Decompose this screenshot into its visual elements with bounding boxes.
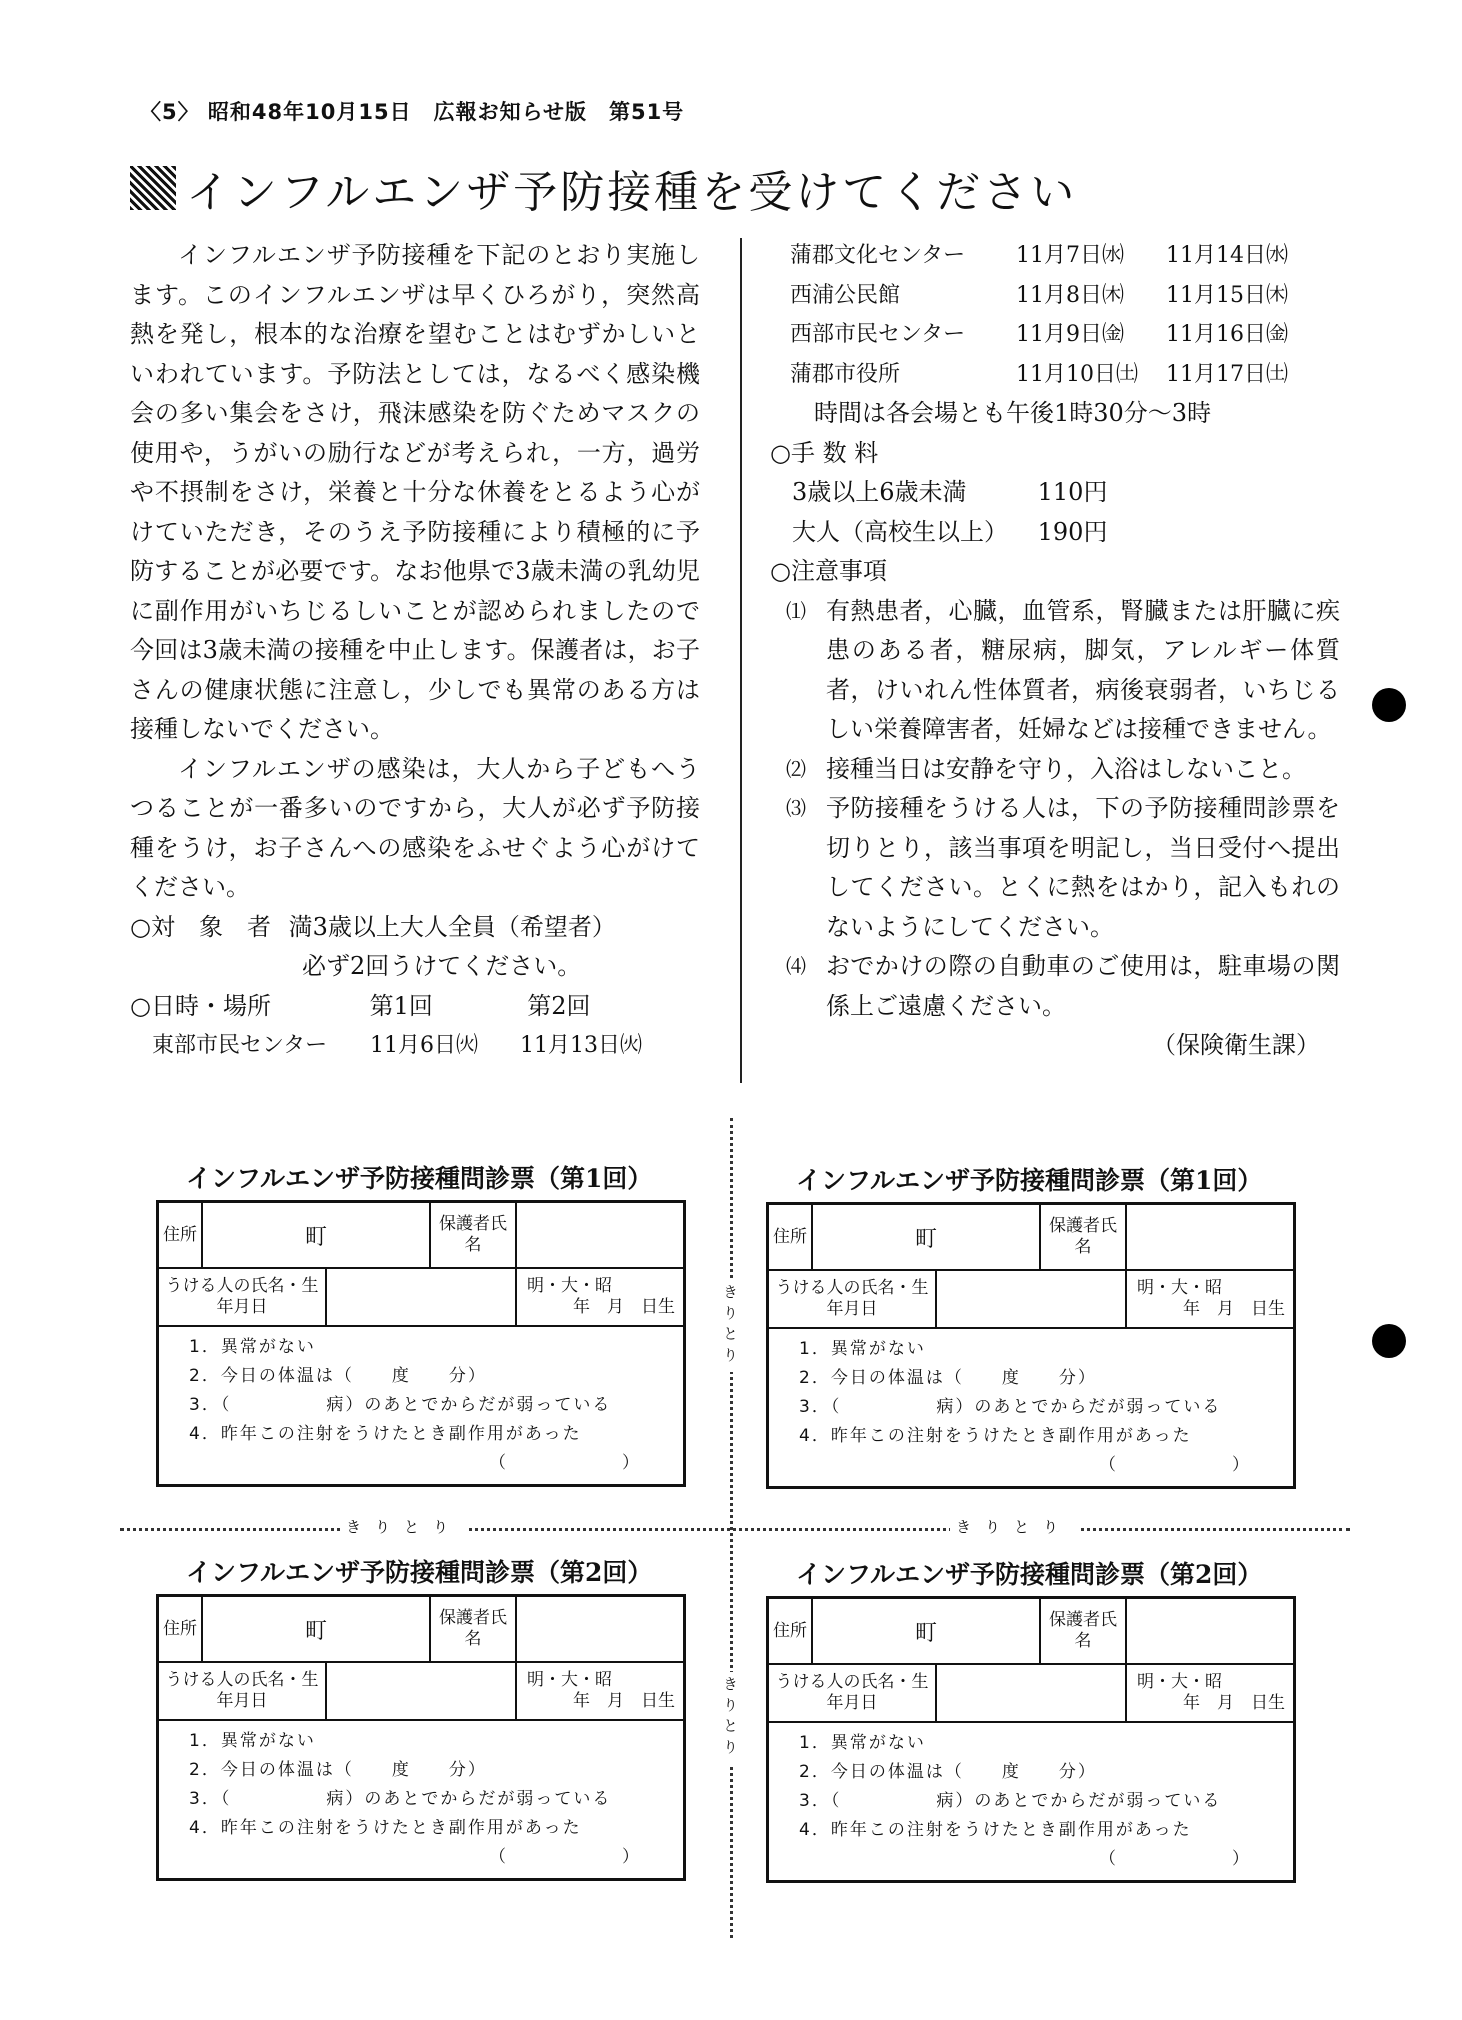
question-item[interactable]: 4．昨年この注射をうけたとき副作用があった	[799, 1426, 1192, 1446]
guardian-label: 保護者氏名	[431, 1597, 517, 1661]
question-item[interactable]: 1．異常がない	[799, 1339, 926, 1359]
target-value: 満3歳以上大人全員（希望者）	[288, 912, 616, 941]
coupon-table	[766, 1596, 1296, 1883]
question-item[interactable]: 2．今日の体温は（ 度 分）	[189, 1366, 487, 1386]
address-town-field[interactable]: 町	[203, 1203, 431, 1267]
question-list	[769, 1723, 1293, 1880]
schedule-row	[770, 315, 1340, 355]
caution-text: 有熱患者，心臓，血管系，腎臓または肝臓に疾患のある者，糖尿病，脚気，アレルギー体質者，けいれん性体質者，病後衰弱者，いちじるしい栄養障害者，妊婦などは接種できません。	[826, 596, 1340, 743]
schedule-row	[770, 355, 1340, 395]
second-paragraph: インフルエンザの感染は，大人から子どもへうつることが一番多いのですから，大人が必ず予防接種をうけ，お子さんへの感染をふせぐよう心がけてください。	[130, 754, 700, 901]
question-item[interactable]: 4．昨年この注射をうけたとき副作用があった	[189, 1818, 582, 1838]
question-item[interactable]: 3．（ 病）のあとでからだが弱っている	[799, 1397, 1222, 1417]
schedule-first: 11月8日㈭	[1016, 282, 1124, 308]
punch-hole-icon	[1372, 688, 1406, 722]
caution-number: ⑶	[786, 796, 806, 820]
side-effect-field[interactable]: （ ）	[1099, 1849, 1251, 1869]
target-label: ○対 象 者	[130, 912, 271, 941]
question-item[interactable]: 2．今日の体温は（ 度 分）	[799, 1368, 1097, 1388]
recipient-name-field[interactable]	[937, 1271, 1127, 1327]
round2-label: 第2回	[527, 991, 591, 1020]
question-item[interactable]: 1．異常がない	[189, 1337, 316, 1357]
cut-label-vertical: きりとり	[720, 1280, 741, 1372]
birthdate-field[interactable]	[1127, 1271, 1293, 1327]
schedule-second: 11月17日㈯	[1166, 361, 1288, 387]
questionnaire-coupon-round1	[156, 1158, 686, 1487]
department-credit: （保険衛生課）	[1152, 1031, 1320, 1059]
caution-text: おでかけの際の自動車のご使用は，駐車場の関係上ご遠慮ください。	[826, 952, 1340, 1020]
fee-adult-value: 190円	[1037, 517, 1108, 546]
recipient-name-field[interactable]	[937, 1665, 1127, 1721]
caution-item	[770, 592, 1340, 750]
schedule-first: 11月10日㈯	[1016, 361, 1138, 387]
caution-number: ⑴	[786, 598, 806, 623]
guardian-label: 保護者氏名	[431, 1203, 517, 1267]
question-item[interactable]: 1．異常がない	[189, 1731, 316, 1751]
question-item[interactable]: 1．異常がない	[799, 1733, 926, 1753]
punch-hole-icon	[1372, 1324, 1406, 1358]
schedule-first: 11月7日㈬	[1016, 243, 1124, 268]
schedule-second: 11月13日㈫	[520, 1033, 642, 1058]
era-label: 明・大・昭	[527, 1276, 612, 1296]
question-item[interactable]: 4．昨年この注射をうけたとき副作用があった	[189, 1424, 582, 1444]
guardian-name-field[interactable]	[1127, 1599, 1293, 1663]
guardian-label: 保護者氏名	[1041, 1205, 1127, 1269]
fee-adult-row	[770, 513, 1340, 553]
schedule-place: 西浦公民館	[790, 282, 901, 308]
birthdate-field[interactable]	[517, 1663, 683, 1719]
coupon-table	[156, 1594, 686, 1881]
caution-item	[770, 789, 1340, 947]
recipient-label: うける人の氏名・生年月日	[159, 1663, 327, 1719]
address-town-field[interactable]: 町	[203, 1597, 431, 1661]
questionnaire-coupon-round1	[766, 1160, 1296, 1489]
question-item[interactable]: 4．昨年この注射をうけたとき副作用があった	[799, 1820, 1192, 1840]
guardian-name-field[interactable]	[517, 1203, 683, 1267]
schedule-second: 11月14日㈬	[1166, 243, 1288, 268]
left-column	[130, 236, 700, 1066]
schedule-place: 東部市民センター	[152, 1033, 328, 1058]
guardian-name-field[interactable]	[1127, 1205, 1293, 1269]
question-item[interactable]: 2．今日の体温は（ 度 分）	[189, 1760, 487, 1780]
address-label: 住所	[159, 1203, 203, 1267]
column-divider	[740, 238, 742, 1083]
fee-adult-label: 大人（高校生以上）	[792, 517, 1008, 546]
horizontal-cut-line[interactable]	[120, 1528, 1350, 1531]
birthdate-field[interactable]	[1127, 1665, 1293, 1721]
schedule-row	[130, 1026, 700, 1066]
questionnaire-coupon-round2	[766, 1554, 1296, 1883]
birthdate-field[interactable]	[517, 1269, 683, 1325]
question-item[interactable]: 3．（ 病）のあとでからだが弱っている	[799, 1791, 1222, 1811]
coupon-title: インフルエンザ予防接種問診票（第2回）	[186, 1558, 653, 1587]
recipient-label: うける人の氏名・生年月日	[769, 1271, 937, 1327]
guardian-name-field[interactable]	[517, 1597, 683, 1661]
era-label: 明・大・昭	[1137, 1278, 1222, 1298]
cut-label-vertical: きりとり	[720, 1672, 741, 1764]
fee-label: ○手 数 料	[770, 438, 879, 467]
coupon-table	[766, 1202, 1296, 1489]
question-list	[769, 1329, 1293, 1486]
schedule-first: 11月9日㈮	[1016, 322, 1124, 347]
target-row	[130, 908, 700, 948]
schedule-row	[770, 236, 1340, 276]
birth-label: 年 月 日生	[573, 1297, 675, 1317]
coupon-title: インフルエンザ予防接種問診票（第1回）	[796, 1166, 1263, 1195]
caution-item	[770, 947, 1340, 1026]
question-list	[159, 1327, 683, 1484]
era-label: 明・大・昭	[1137, 1672, 1222, 1692]
birth-label: 年 月 日生	[573, 1691, 675, 1711]
coupon-table	[156, 1200, 686, 1487]
birth-label: 年 月 日生	[1183, 1693, 1285, 1713]
cut-label: きりとり	[340, 1516, 468, 1537]
question-item[interactable]: 2．今日の体温は（ 度 分）	[799, 1762, 1097, 1782]
schedule-label: ○日時・場所	[130, 991, 271, 1020]
address-town-field[interactable]: 町	[813, 1599, 1041, 1663]
fee-child-label: 3歳以上6歳未満	[792, 478, 967, 506]
right-column	[770, 236, 1340, 1066]
side-effect-field[interactable]: （ ）	[489, 1847, 641, 1867]
round1-label: 第1回	[369, 991, 433, 1020]
fee-child-row	[770, 473, 1340, 513]
schedule-place: 西部市民センター	[790, 322, 966, 347]
recipient-label: うける人の氏名・生年月日	[769, 1665, 937, 1721]
hatched-square-icon	[130, 166, 176, 210]
schedule-place: 蒲郡文化センター	[790, 243, 966, 268]
question-item[interactable]: 3．（ 病）のあとでからだが弱っている	[189, 1395, 612, 1415]
question-item[interactable]: 3．（ 病）のあとでからだが弱っている	[189, 1789, 612, 1809]
schedule-header	[130, 987, 700, 1027]
guardian-label: 保護者氏名	[1041, 1599, 1127, 1663]
schedule-place: 蒲郡市役所	[790, 361, 901, 387]
schedule-first: 11月6日㈫	[370, 1033, 478, 1058]
era-label: 明・大・昭	[527, 1670, 612, 1690]
side-effect-field[interactable]: （ ）	[489, 1453, 641, 1473]
caution-number: ⑷	[786, 954, 806, 978]
schedule-second: 11月15日㈭	[1166, 282, 1288, 308]
address-label: 住所	[769, 1205, 813, 1269]
schedule-row	[770, 276, 1340, 316]
birth-label: 年 月 日生	[1183, 1299, 1285, 1319]
caution-item	[770, 750, 1340, 790]
cut-label: きりとり	[950, 1516, 1078, 1537]
side-effect-field[interactable]: （ ）	[1099, 1455, 1251, 1475]
address-label: 住所	[769, 1599, 813, 1663]
schedule-second: 11月16日㈮	[1166, 322, 1288, 347]
caution-label: ○注意事項	[770, 557, 887, 585]
page-header: 〈5〉 昭和48年10月15日 広報お知らせ版 第51号	[140, 100, 685, 124]
time-note: 時間は各会場とも午後1時30分～3時	[814, 399, 1212, 427]
target-note: 必ず2回うけてください。	[302, 952, 582, 980]
coupon-title: インフルエンザ予防接種問診票（第2回）	[796, 1560, 1263, 1589]
question-list	[159, 1721, 683, 1878]
questionnaire-coupon-round2	[156, 1552, 686, 1881]
title-row	[130, 162, 1078, 218]
caution-text: 接種当日は安静を守り，入浴はしないこと。	[826, 754, 1306, 783]
coupon-title: インフルエンザ予防接種問診票（第1回）	[186, 1164, 653, 1193]
caution-number: ⑵	[786, 756, 806, 781]
address-town-field[interactable]: 町	[813, 1205, 1041, 1269]
recipient-name-field[interactable]	[327, 1269, 517, 1325]
intro-paragraph: インフルエンザ予防接種を下記のとおり実施します。このインフルエンザは早くひろがり，突然高熱を発し，根本的な治療を望むことはむずかしいといわれています。予防法としては，なるべく感染機会の多い集会をさけ，飛沫感染を防ぐためマスクの使用や，うがいの励行などが考えられ，一方，過労や不摂制をさけ，栄養と十分な休養をとるよう心がけていただき，そのうえ予防接種により積極的に予防することが必要です。なお他県で3歳未満の乳幼児に副作用がいちじるしいことが認められましたので今回は3歳未満の接種を中止します。保護者は，お子さんの健康状態に注意し，少しでも異常のある方は接種しないでください。	[130, 241, 700, 743]
recipient-label: うける人の氏名・生年月日	[159, 1269, 327, 1325]
recipient-name-field[interactable]	[327, 1663, 517, 1719]
page-title: インフルエンザ予防接種を受けてください	[186, 167, 1078, 218]
address-label: 住所	[159, 1597, 203, 1661]
caution-text: 予防接種をうける人は，下の予防接種問診票を切りとり，該当事項を明記し，当日受付へ提出してください。とくに熱をはかり，記入もれのないようにしてください。	[826, 794, 1340, 941]
fee-child-value: 110円	[1037, 478, 1108, 506]
